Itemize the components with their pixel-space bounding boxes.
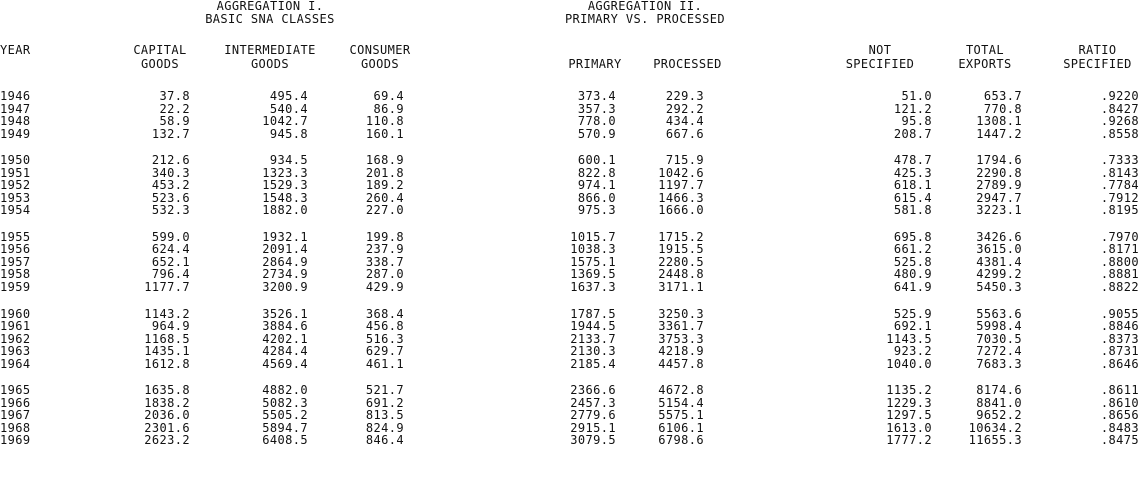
cell-consumer-goods: 199.8: [365, 229, 404, 244]
cell-capital-goods: 1168.5: [144, 331, 190, 346]
cell-capital-goods: 796.4: [151, 267, 190, 282]
cell-ratio-specified: .8171: [1100, 242, 1139, 257]
cell-ratio-specified: .7333: [1100, 153, 1139, 168]
cell-capital-goods: 1177.7: [144, 279, 190, 294]
cell-processed: 2448.8: [658, 267, 704, 282]
header-capital-line1: CAPITAL: [133, 43, 187, 57]
cell-year: 1947: [0, 101, 31, 116]
cell-primary: 822.8: [577, 165, 616, 180]
cell-capital-goods: 22.2: [159, 101, 190, 116]
header-processed: PROCESSED: [653, 57, 722, 71]
cell-year: 1965: [0, 383, 31, 398]
cell-total-exports: 7272.4: [976, 344, 1022, 359]
cell-intermediate-goods: 2734.9: [262, 267, 308, 282]
cell-processed: 3250.3: [658, 306, 704, 321]
cell-intermediate-goods: 3884.6: [262, 319, 308, 334]
cell-total-exports: 7683.3: [976, 356, 1022, 371]
cell-primary: 373.4: [577, 89, 616, 103]
cell-ratio-specified: .7970: [1100, 229, 1139, 244]
cell-processed: 3171.1: [658, 279, 704, 294]
cell-ratio-specified: .8611: [1100, 383, 1139, 398]
cell-processed: 1666.0: [658, 203, 704, 218]
cell-processed: 5154.4: [658, 395, 704, 410]
cell-year: 1949: [0, 126, 31, 141]
cell-primary: 1575.1: [570, 254, 616, 269]
cell-capital-goods: 212.6: [151, 153, 190, 168]
cell-intermediate-goods: 495.4: [269, 89, 308, 103]
cell-year: 1958: [0, 267, 31, 282]
cell-capital-goods: 532.3: [151, 203, 190, 218]
cell-intermediate-goods: 4569.4: [262, 356, 308, 371]
aggregation-2-subtitle: PRIMARY VS. PROCESSED: [564, 12, 726, 26]
cell-capital-goods: 132.7: [151, 126, 190, 141]
cell-primary: 2915.1: [570, 420, 616, 435]
cell-processed: 667.6: [665, 126, 704, 141]
cell-processed: 2280.5: [658, 254, 704, 269]
cell-total-exports: 4381.4: [976, 254, 1022, 269]
header-ratio-line2: SPECIFIED: [1063, 57, 1132, 71]
table-row: [0, 280, 1145, 294]
cell-primary: 1369.5: [570, 267, 616, 282]
cell-processed: 6798.6: [658, 433, 704, 448]
cell-not-specified: 692.1: [893, 319, 932, 334]
header-ratio-line1: RATIO: [1078, 43, 1117, 57]
cell-total-exports: 2947.7: [976, 190, 1022, 205]
cell-primary: 600.1: [577, 153, 616, 168]
cell-not-specified: 1040.0: [886, 356, 932, 371]
cell-consumer-goods: 824.9: [365, 420, 404, 435]
cell-capital-goods: 599.0: [151, 229, 190, 244]
header-not-specified-line2: SPECIFIED: [845, 57, 915, 71]
cell-primary: 357.3: [577, 101, 616, 116]
table-row: [0, 433, 1145, 447]
cell-capital-goods: 453.2: [151, 178, 190, 193]
cell-capital-goods: 1612.8: [144, 356, 190, 371]
cell-year: 1962: [0, 331, 31, 346]
cell-not-specified: 581.8: [893, 203, 932, 218]
cell-total-exports: 1794.6: [976, 153, 1022, 168]
cell-not-specified: 661.2: [893, 242, 932, 257]
cell-year: 1956: [0, 242, 31, 257]
cell-ratio-specified: .7912: [1100, 190, 1139, 205]
cell-ratio-specified: .8195: [1100, 203, 1139, 218]
cell-year: 1954: [0, 203, 31, 218]
cell-year: 1969: [0, 433, 31, 448]
cell-intermediate-goods: 1932.1: [262, 229, 308, 244]
cell-processed: 1197.7: [658, 178, 704, 193]
cell-year: 1955: [0, 229, 31, 244]
cell-year: 1964: [0, 356, 31, 371]
cell-total-exports: 2789.9: [976, 178, 1022, 193]
cell-primary: 974.1: [577, 178, 616, 193]
table-row: [0, 127, 1145, 141]
cell-primary: 1787.5: [570, 306, 616, 321]
cell-year: 1960: [0, 306, 31, 321]
cell-ratio-specified: .8558: [1100, 126, 1139, 141]
cell-capital-goods: 1635.8: [144, 383, 190, 398]
cell-processed: 1715.2: [658, 229, 704, 244]
cell-primary: 2779.6: [570, 408, 616, 423]
cell-capital-goods: 652.1: [151, 254, 190, 269]
cell-consumer-goods: 287.0: [365, 267, 404, 282]
cell-capital-goods: 37.8: [159, 89, 190, 103]
cell-primary: 1944.5: [570, 319, 616, 334]
cell-capital-goods: 523.6: [151, 190, 190, 205]
cell-processed: 229.3: [665, 89, 704, 103]
cell-ratio-specified: .8881: [1100, 267, 1139, 282]
cell-processed: 5575.1: [658, 408, 704, 423]
cell-ratio-specified: .8610: [1100, 395, 1139, 410]
cell-capital-goods: 1143.2: [144, 306, 190, 321]
cell-capital-goods: 340.3: [151, 165, 190, 180]
cell-intermediate-goods: 1042.7: [262, 114, 308, 128]
cell-consumer-goods: 260.4: [365, 190, 404, 205]
cell-capital-goods: 1838.2: [144, 395, 190, 410]
cell-intermediate-goods: 945.8: [269, 126, 308, 141]
cell-consumer-goods: 110.8: [365, 114, 404, 128]
cell-processed: 4457.8: [658, 356, 704, 371]
cell-primary: 570.9: [577, 126, 616, 141]
cell-consumer-goods: 429.9: [365, 279, 404, 294]
cell-ratio-specified: .8731: [1100, 344, 1139, 359]
cell-intermediate-goods: 2864.9: [262, 254, 308, 269]
cell-year: 1953: [0, 190, 31, 205]
cell-consumer-goods: 521.7: [365, 383, 404, 398]
cell-primary: 1637.3: [570, 279, 616, 294]
cell-not-specified: 121.2: [893, 101, 932, 116]
cell-ratio-specified: .8373: [1100, 331, 1139, 346]
cell-total-exports: 11655.3: [968, 433, 1022, 448]
cell-primary: 1015.7: [570, 229, 616, 244]
cell-intermediate-goods: 3526.1: [262, 306, 308, 321]
cell-processed: 4672.8: [658, 383, 704, 398]
cell-total-exports: 10634.2: [968, 420, 1022, 435]
cell-capital-goods: 2036.0: [144, 408, 190, 423]
cell-not-specified: 695.8: [893, 229, 932, 244]
cell-not-specified: 923.2: [893, 344, 932, 359]
cell-processed: 715.9: [665, 153, 704, 168]
cell-consumer-goods: 189.2: [365, 178, 404, 193]
cell-not-specified: 525.8: [893, 254, 932, 269]
cell-not-specified: 1143.5: [886, 331, 932, 346]
cell-intermediate-goods: 5505.2: [262, 408, 308, 423]
header-intermediate-line2: GOODS: [250, 57, 290, 71]
cell-processed: 6106.1: [658, 420, 704, 435]
table-row: [0, 357, 1145, 371]
cell-intermediate-goods: 934.5: [269, 153, 308, 168]
cell-processed: 4218.9: [658, 344, 704, 359]
cell-consumer-goods: 338.7: [365, 254, 404, 269]
header-consumer-line2: GOODS: [360, 57, 400, 71]
cell-not-specified: 1135.2: [886, 383, 932, 398]
cell-ratio-specified: .8143: [1100, 165, 1139, 180]
cell-year: 1948: [0, 114, 31, 128]
header-consumer-line1: CONSUMER: [349, 43, 411, 57]
cell-consumer-goods: 86.9: [373, 101, 404, 116]
cell-primary: 3079.5: [570, 433, 616, 448]
cell-primary: 1038.3: [570, 242, 616, 257]
cell-processed: 292.2: [665, 101, 704, 116]
cell-primary: 975.3: [577, 203, 616, 218]
cell-ratio-specified: .8822: [1100, 279, 1139, 294]
aggregation-1-title: AGGREGATION I.: [216, 0, 324, 13]
cell-not-specified: 525.9: [893, 306, 932, 321]
cell-intermediate-goods: 1882.0: [262, 203, 308, 218]
cell-ratio-specified: .8656: [1100, 408, 1139, 423]
aggregation-1-subtitle: BASIC SNA CLASSES: [205, 12, 335, 26]
cell-primary: 778.0: [577, 114, 616, 128]
cell-consumer-goods: 461.1: [365, 356, 404, 371]
cell-year: 1952: [0, 178, 31, 193]
cell-year: 1946: [0, 89, 31, 103]
cell-consumer-goods: 691.2: [365, 395, 404, 410]
cell-consumer-goods: 629.7: [365, 344, 404, 359]
cell-total-exports: 3615.0: [976, 242, 1022, 257]
cell-year: 1967: [0, 408, 31, 423]
cell-consumer-goods: 516.3: [365, 331, 404, 346]
cell-total-exports: 1308.1: [976, 114, 1022, 128]
cell-year: 1963: [0, 344, 31, 359]
cell-not-specified: 95.8: [901, 114, 932, 128]
cell-total-exports: 2290.8: [976, 165, 1022, 180]
cell-consumer-goods: 168.9: [365, 153, 404, 168]
cell-year: 1950: [0, 153, 31, 168]
cell-primary: 2133.7: [570, 331, 616, 346]
cell-year: 1966: [0, 395, 31, 410]
cell-primary: 2366.6: [570, 383, 616, 398]
cell-consumer-goods: 69.4: [373, 89, 404, 103]
cell-intermediate-goods: 1548.3: [262, 190, 308, 205]
cell-total-exports: 3223.1: [976, 203, 1022, 218]
cell-intermediate-goods: 4882.0: [262, 383, 308, 398]
cell-not-specified: 1297.5: [886, 408, 932, 423]
cell-processed: 1466.3: [658, 190, 704, 205]
header-primary: PRIMARY: [568, 57, 622, 71]
cell-capital-goods: 964.9: [151, 319, 190, 334]
cell-ratio-specified: .9268: [1100, 114, 1139, 128]
cell-total-exports: 9652.2: [976, 408, 1022, 423]
cell-not-specified: 618.1: [893, 178, 932, 193]
cell-consumer-goods: 813.5: [365, 408, 404, 423]
cell-year: 1957: [0, 254, 31, 269]
cell-year: 1959: [0, 279, 31, 294]
cell-total-exports: 5563.6: [976, 306, 1022, 321]
cell-processed: 3361.7: [658, 319, 704, 334]
cell-processed: 434.4: [665, 114, 704, 128]
cell-year: 1961: [0, 319, 31, 334]
cell-not-specified: 478.7: [893, 153, 932, 168]
header-total-exports-line1: TOTAL: [965, 43, 1005, 57]
table-row: [0, 203, 1145, 217]
cell-primary: 2130.3: [570, 344, 616, 359]
cell-total-exports: 3426.6: [976, 229, 1022, 244]
cell-consumer-goods: 160.1: [365, 126, 404, 141]
cell-total-exports: 770.8: [983, 101, 1022, 116]
cell-capital-goods: 1435.1: [144, 344, 190, 359]
cell-total-exports: 1447.2: [976, 126, 1022, 141]
cell-year: 1951: [0, 165, 31, 180]
cell-capital-goods: 2301.6: [144, 420, 190, 435]
cell-ratio-specified: .8846: [1100, 319, 1139, 334]
cell-intermediate-goods: 3200.9: [262, 279, 308, 294]
aggregation-2-title: AGGREGATION II.: [587, 0, 703, 13]
header-total-exports-line2: EXPORTS: [958, 57, 1012, 71]
cell-not-specified: 615.4: [893, 190, 932, 205]
cell-intermediate-goods: 6408.5: [262, 433, 308, 448]
cell-intermediate-goods: 2091.4: [262, 242, 308, 257]
header-capital-line2: GOODS: [140, 57, 180, 71]
cell-ratio-specified: .8427: [1100, 101, 1139, 116]
cell-consumer-goods: 368.4: [365, 306, 404, 321]
cell-ratio-specified: .8646: [1100, 356, 1139, 371]
cell-total-exports: 8841.0: [976, 395, 1022, 410]
cell-primary: 2457.3: [570, 395, 616, 410]
cell-intermediate-goods: 4202.1: [262, 331, 308, 346]
cell-total-exports: 4299.2: [976, 267, 1022, 282]
cell-ratio-specified: .8483: [1100, 420, 1139, 435]
cell-year: 1968: [0, 420, 31, 435]
cell-primary: 2185.4: [570, 356, 616, 371]
header-not-specified-line1: NOT: [868, 43, 892, 57]
cell-total-exports: 8174.6: [976, 383, 1022, 398]
cell-processed: 3753.3: [658, 331, 704, 346]
header-intermediate-line1: INTERMEDIATE: [224, 43, 316, 57]
cell-consumer-goods: 201.8: [365, 165, 404, 180]
cell-intermediate-goods: 540.4: [269, 101, 308, 116]
cell-not-specified: 480.9: [893, 267, 932, 282]
cell-consumer-goods: 846.4: [365, 433, 404, 448]
cell-capital-goods: 58.9: [159, 114, 190, 128]
cell-not-specified: 425.3: [893, 165, 932, 180]
cell-intermediate-goods: 5082.3: [262, 395, 308, 410]
cell-intermediate-goods: 1323.3: [262, 165, 308, 180]
cell-processed: 1042.6: [658, 165, 704, 180]
cell-processed: 1915.5: [658, 242, 704, 257]
header-year: YEAR: [0, 43, 31, 57]
cell-total-exports: 5998.4: [976, 319, 1022, 334]
cell-not-specified: 208.7: [893, 126, 932, 141]
cell-not-specified: 51.0: [901, 89, 932, 103]
cell-ratio-specified: .8475: [1100, 433, 1139, 448]
cell-not-specified: 1613.0: [886, 420, 932, 435]
cell-capital-goods: 624.4: [151, 242, 190, 257]
cell-not-specified: 641.9: [893, 279, 932, 294]
cell-capital-goods: 2623.2: [144, 433, 190, 448]
cell-total-exports: 7030.5: [976, 331, 1022, 346]
cell-consumer-goods: 456.8: [365, 319, 404, 334]
cell-consumer-goods: 227.0: [365, 203, 404, 218]
cell-total-exports: 5450.3: [976, 279, 1022, 294]
cell-intermediate-goods: 1529.3: [262, 178, 308, 193]
cell-ratio-specified: .9220: [1100, 89, 1139, 103]
cell-consumer-goods: 237.9: [365, 242, 404, 257]
cell-total-exports: 653.7: [983, 89, 1022, 103]
cell-primary: 866.0: [577, 190, 616, 205]
cell-intermediate-goods: 4284.4: [262, 344, 308, 359]
cell-not-specified: 1777.2: [886, 433, 932, 448]
cell-not-specified: 1229.3: [886, 395, 932, 410]
cell-intermediate-goods: 5894.7: [262, 420, 308, 435]
cell-ratio-specified: .8800: [1100, 254, 1139, 269]
cell-ratio-specified: .7784: [1100, 178, 1139, 193]
cell-ratio-specified: .9055: [1100, 306, 1139, 321]
